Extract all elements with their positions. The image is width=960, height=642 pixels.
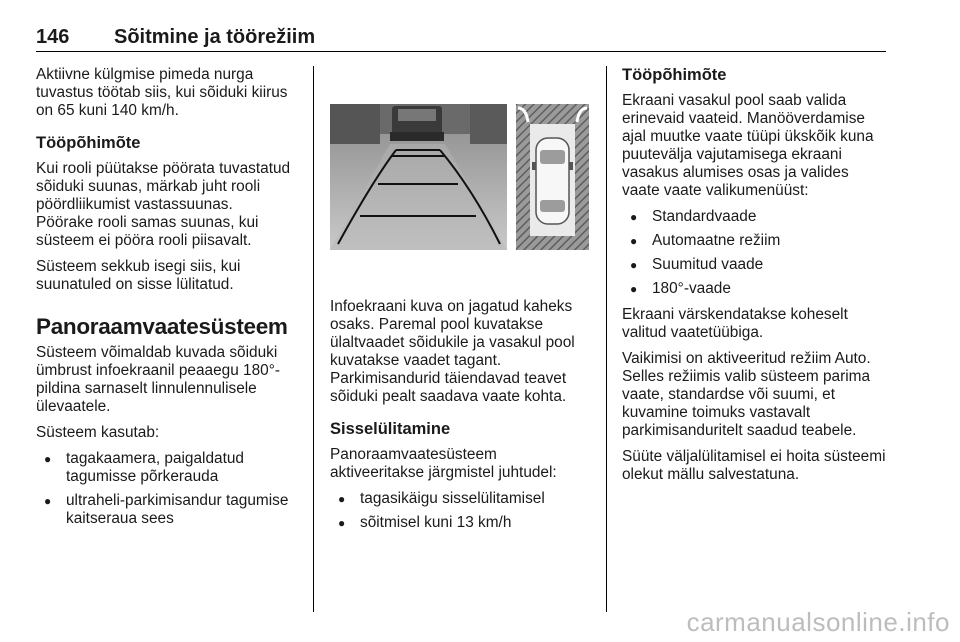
list-item: ● Automaatne režiim xyxy=(622,232,890,250)
list-item: ● sõitmisel kuni 13 km/h xyxy=(330,514,592,532)
paragraph: Vaikimisi on aktiveeritud režiim Auto. Selles režiimis valib süsteem parima vaate, standardse või suumi, et kuvamine toimuks vastavalt parkimisanduritelt saadud teabele. xyxy=(622,350,871,439)
intro-paragraph: Aktiivne külgmise pimeda nurga tuvastus töötab siis, kui sõiduki kiirus on 65 kuni 140 km/h. xyxy=(36,66,288,119)
paragraph: Infoekraani kuva on jagatud kaheks osaks. Paremal pool kuvatakse ülaltvaadet sõidukile ja vasakul pool kuvatakse vaadet tagant. xyxy=(330,298,575,369)
bullet-list xyxy=(330,490,592,532)
top-down-view-image xyxy=(516,104,589,250)
column-3 xyxy=(622,66,890,492)
column-divider-1 xyxy=(313,66,314,612)
paragraph: Ekraani värskendatakse koheselt valitud vaatetüübiga. xyxy=(622,306,848,341)
rear-camera-view-image xyxy=(330,104,507,250)
page-number: 146 xyxy=(36,26,70,48)
paragraph: Kui rooli püütakse pöörata tuvastatud sõiduki suunas, märkab juht rooli pöördliikumist vastassuunas. xyxy=(36,160,291,213)
chapter-title: Sõitmine ja töörežiim xyxy=(114,26,316,48)
list-item: ● tagakaamera, paigaldatud tagumisse põrkerauda xyxy=(36,450,306,486)
camera-view-figure xyxy=(330,104,592,250)
paragraph: Süsteem võimaldab kuvada sõiduki ümbrust infoekraanil peaaegu 180°-pildina sarnaselt linnulennulisele ülevaatele. xyxy=(36,344,281,415)
list-item: ● ultraheli-parkimisandur tagumise kaitseraua sees xyxy=(36,492,306,528)
list-item: ● Standardvaade xyxy=(622,208,890,226)
watermark: carmanualsonline.info xyxy=(686,607,950,637)
column-2 xyxy=(330,66,592,540)
paragraph: Parkimisandurid täiendavad teavet sõiduki pealt saadava vaate kohta. xyxy=(330,370,567,405)
heading-principle-2: Tööpõhimõte xyxy=(622,66,727,84)
section-title: Panoraamvaatesüsteem xyxy=(36,314,288,339)
heading-principle: Tööpõhimõte xyxy=(36,134,141,152)
column-divider-2 xyxy=(606,66,607,612)
column-1 xyxy=(36,66,306,536)
bullet-list xyxy=(622,208,890,298)
heading-activation: Sisselülitamine xyxy=(330,420,451,438)
page-header xyxy=(36,26,886,52)
paragraph: Süsteem sekkub isegi siis, kui suunatuled on sisse lülitatud. xyxy=(36,258,241,293)
paragraph: Ekraani vasakul pool saab valida erinevaid vaateid. Manööverdamise ajal muutke vaate tüüpi ükskõik kuna puutevälja vajutamisega ekraani vasakus alumises osas ja valides vaate vaate valikumenüüst: xyxy=(622,92,874,199)
list-item: ● Suumitud vaade xyxy=(622,256,890,274)
paragraph: Pöörake rooli samas suunas, kui süsteem ei pööra rooli piisavalt. xyxy=(36,214,259,249)
paragraph: Süüte väljalülitamisel ei hoita süsteemi olekut mällu salvestatuna. xyxy=(622,448,886,483)
list-item: ● 180°-vaade xyxy=(622,280,890,298)
list-item: ● tagasikäigu sisselülitamisel xyxy=(330,490,592,508)
bullet-list xyxy=(36,450,306,528)
paragraph: Panoraamvaatesüsteem aktiveeritakse järgmistel juhtudel: xyxy=(330,446,557,481)
paragraph: Süsteem kasutab: xyxy=(36,424,160,441)
